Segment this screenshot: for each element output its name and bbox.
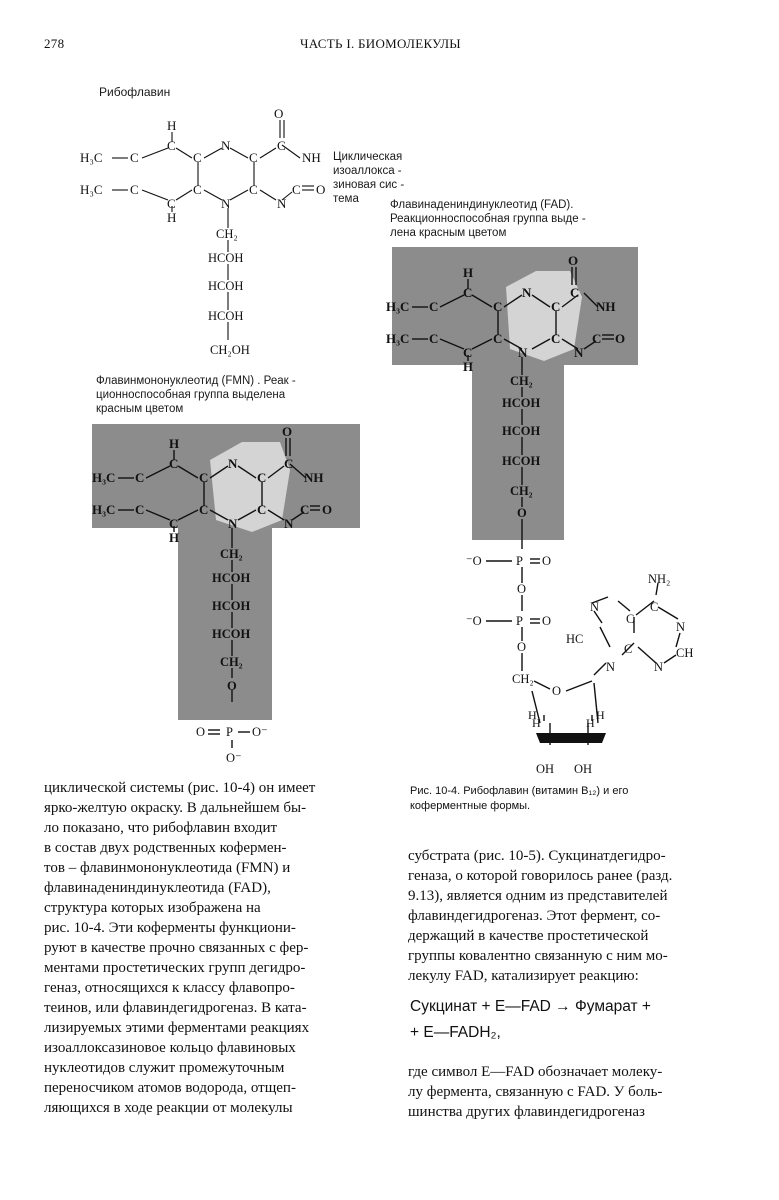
- chem-group: HC: [566, 632, 584, 646]
- chem-atom: C: [167, 138, 176, 153]
- chem-atom: C: [130, 150, 139, 165]
- chem-group: H₃C: [386, 331, 410, 346]
- chem-atom: O: [517, 582, 527, 596]
- chem-atom: O: [316, 182, 326, 197]
- chem-atom: H: [532, 716, 541, 730]
- chem-atom: C: [650, 600, 659, 614]
- chem-atom: C: [199, 470, 209, 485]
- text-line: ло показано, что рибофлавин входит: [44, 820, 278, 836]
- fad-label: [390, 198, 586, 240]
- text-line: циклической системы (рис. 10-4) он имеет: [44, 780, 316, 796]
- chem-group: CH₂: [510, 484, 533, 498]
- chem-atom: P: [516, 554, 523, 568]
- chem-atom: C: [570, 285, 580, 300]
- fmn-label: [96, 374, 296, 416]
- equation-line: + E—FADH₂,: [410, 1024, 501, 1041]
- chem-atom: P: [226, 725, 233, 739]
- text-line: флавиндегидрогеназ. Этот фермент, со-: [408, 908, 661, 924]
- equation-line: Сукцинат + E—FAD → Фумарат +: [410, 998, 651, 1015]
- chem-atom: O: [517, 506, 527, 520]
- chem-atom: C: [551, 299, 561, 314]
- chem-atom: N: [590, 600, 600, 614]
- chem-atom: C: [463, 285, 473, 300]
- chem-group: H₃C: [386, 299, 410, 314]
- chem-atom: C: [257, 470, 267, 485]
- chem-atom: N: [518, 345, 528, 360]
- chem-atom: N: [221, 196, 231, 211]
- chem-atom: C: [463, 345, 473, 360]
- text-line: нуклеотидов служит промежуточным: [44, 1060, 285, 1076]
- chem-atom: N: [676, 620, 686, 634]
- chem-atom: N: [228, 456, 238, 471]
- chem-group: H₃C: [92, 470, 116, 485]
- chem-atom: C: [249, 182, 258, 197]
- ring-label-line: изоаллокса -: [333, 165, 402, 177]
- chem-atom: C: [429, 331, 439, 346]
- chem-atom: H: [463, 265, 474, 280]
- text-line: лу фермента, связанную с FAD. У боль-: [408, 1084, 663, 1100]
- ring-label-line: тема: [333, 193, 359, 205]
- chem-atom: O: [227, 679, 237, 693]
- chem-atom: C: [626, 612, 635, 626]
- text-line: структура которых изображена на: [44, 900, 261, 916]
- chem-atom: N: [277, 196, 287, 211]
- chem-atom: C: [135, 470, 145, 485]
- chem-atom: O: [542, 554, 552, 568]
- chem-atom: C: [130, 182, 139, 197]
- text-line: где символ E—FAD обозначает молеку-: [408, 1064, 663, 1080]
- caption-line: коферментные формы.: [410, 800, 531, 812]
- chem-atom: N: [574, 345, 584, 360]
- chem-atom: C: [300, 502, 310, 517]
- chem-atom: C: [169, 516, 179, 531]
- chem-group: H₃C: [80, 150, 103, 165]
- chem-group: CH₂: [220, 547, 243, 561]
- ring-label-line: зиновая сис -: [333, 179, 405, 191]
- text-line: держащий в качестве простетической: [408, 928, 649, 944]
- chem-group: HCOH: [502, 396, 541, 410]
- running-title: ЧАСТЬ I. БИОМОЛЕКУЛЫ: [300, 36, 461, 51]
- chem-ion: ⁻O: [466, 554, 482, 568]
- fmn-structure: [92, 420, 360, 770]
- chem-atom: N: [606, 660, 616, 674]
- chem-group: NH: [302, 150, 321, 165]
- chem-atom: N: [221, 138, 231, 153]
- chem-atom: C: [429, 299, 439, 314]
- text-line: тов – флавинмононуклеотида (FMN) и: [44, 860, 291, 876]
- chem-group: HCOH: [208, 251, 244, 265]
- chem-atom: N: [654, 660, 664, 674]
- fmn-label-line: красным цветом: [96, 403, 184, 415]
- chem-atom: C: [624, 642, 633, 656]
- text-line: шинства других флавиндегидрогеназ: [408, 1104, 645, 1120]
- chem-group: NH₂: [648, 572, 671, 586]
- chem-group: HCOH: [208, 279, 244, 293]
- fmn-label-line: Флавинмононуклеотид (FMN) . Реак -: [96, 375, 296, 387]
- chem-atom: H: [463, 359, 474, 374]
- chem-group: H₃C: [92, 502, 116, 517]
- text-line: геназ, относящихся к классу флавопро-: [44, 980, 295, 996]
- chem-group: HCOH: [212, 599, 251, 613]
- fmn-label-line: ционноспособная группа выделена: [96, 389, 286, 401]
- chem-ion: O⁻: [226, 751, 242, 765]
- fad-label-line: Реакционноспособная группа выде -: [390, 213, 586, 225]
- chem-atom: C: [199, 502, 209, 517]
- chem-atom: C: [592, 331, 602, 346]
- chem-atom: N: [522, 285, 532, 300]
- chem-atom: C: [193, 150, 202, 165]
- text-line: руют в качестве прочно связанных с фер-: [44, 940, 309, 956]
- text-line: ляющихся в ходе реакции от молекулы: [44, 1100, 293, 1116]
- chem-group: OH: [574, 762, 593, 776]
- chem-group: NH: [596, 299, 616, 314]
- chem-atom: N: [284, 516, 294, 531]
- chem-atom: O: [282, 424, 293, 439]
- right-text-column-bottom: [408, 1062, 742, 1122]
- chem-atom: C: [292, 182, 301, 197]
- chem-group: CH₂: [512, 672, 534, 686]
- chem-group: OH: [536, 762, 555, 776]
- fad-structure: [386, 245, 726, 790]
- chem-atom: H: [167, 118, 177, 133]
- chem-atom: N: [228, 516, 238, 531]
- chem-atom: H: [169, 436, 180, 451]
- chem-group: CH₂: [216, 227, 238, 241]
- chem-atom: O: [568, 253, 579, 268]
- chem-atom: P: [516, 614, 523, 628]
- chem-atom: C: [493, 299, 503, 314]
- chem-ion: ⁻O: [466, 614, 482, 628]
- right-text-column: [408, 846, 742, 986]
- chem-group: H₃C: [80, 182, 103, 197]
- text-line: группы ковалентно связанную с ним мо-: [408, 948, 668, 964]
- chem-atom: O: [552, 684, 562, 698]
- chem-atom: C: [257, 502, 267, 517]
- left-text-column: [44, 778, 384, 1118]
- chem-group: CH₂: [220, 655, 243, 669]
- caption-line: Рис. 10-4. Рибофлавин (витамин B₁₂) и его: [410, 785, 629, 797]
- chem-atom: C: [167, 196, 176, 211]
- text-line: ярко-желтую окраску. В дальнейшем бы-: [44, 800, 307, 816]
- text-line: переносчиком атомов водорода, отщеп-: [44, 1080, 296, 1096]
- figure-caption: [410, 784, 628, 814]
- chem-ion: O⁻: [252, 725, 268, 739]
- chem-group: HCOH: [212, 571, 251, 585]
- ribose-bold-edge: [536, 733, 606, 743]
- fad-label-line: лена красным цветом: [390, 227, 507, 239]
- chem-atom: O: [196, 725, 206, 739]
- chem-group: HCOH: [212, 627, 251, 641]
- text-line: субстрата (рис. 10-5). Сукцинатдегидро-: [408, 848, 666, 864]
- reaction-equation: [410, 998, 750, 1042]
- chem-atom: H: [586, 716, 595, 730]
- chem-atom: C: [493, 331, 503, 346]
- chem-atom: C: [169, 456, 179, 471]
- text-line: теинов, или флавиндегидрогеназ. В ката-: [44, 1000, 307, 1016]
- chem-group: HCOH: [502, 424, 541, 438]
- chem-atom: C: [284, 456, 294, 471]
- text-line: рис. 10-4. Эти коферменты функциони-: [44, 920, 296, 936]
- chem-atom: O: [274, 106, 284, 121]
- text-line: геназа, о которой говорилось ранее (разд.: [408, 868, 673, 884]
- fad-label-line: Флавинадениндинуклеотид (FAD).: [390, 199, 574, 211]
- text-line: лекулу FAD, катализирует реакцию:: [408, 968, 639, 984]
- text-line: флавинадениндинуклеотида (FAD),: [44, 880, 271, 896]
- chem-group: HCOH: [502, 454, 541, 468]
- chem-atom: O: [615, 331, 626, 346]
- chem-group: HCOH: [208, 309, 244, 323]
- chem-group: CH₂: [510, 374, 533, 388]
- text-line: 9.13), является одним из представителей: [408, 888, 668, 904]
- chem-atom: C: [135, 502, 145, 517]
- chem-group: NH: [304, 470, 324, 485]
- chem-atom: H: [169, 530, 180, 545]
- chem-atom: C: [249, 150, 258, 165]
- chem-atom: C: [193, 182, 202, 197]
- chem-atom: C: [277, 138, 286, 153]
- chem-atom: H: [596, 708, 605, 722]
- chem-group: CH: [676, 646, 694, 660]
- chem-atom: H: [167, 210, 177, 225]
- chem-atom: O: [542, 614, 552, 628]
- chem-group: CH₂OH: [210, 343, 250, 357]
- page-number: 278: [44, 36, 65, 51]
- riboflavin-structure: [80, 100, 340, 365]
- text-line: в состав двух родственных кофермен-: [44, 840, 287, 856]
- chem-atom: O: [517, 640, 527, 654]
- text-line: изоаллоксазиновое кольцо флавиновых: [44, 1040, 296, 1056]
- riboflavin-title: Рибофлавин: [99, 85, 171, 99]
- text-line: ментами простетических групп дегидро-: [44, 960, 306, 976]
- chem-atom: H: [528, 708, 537, 722]
- chem-atom: O: [322, 502, 333, 517]
- text-line: лизируемых этими ферментами реакциях: [44, 1020, 310, 1036]
- fmn-reactive-highlight: [210, 442, 290, 532]
- ring-label-line: Циклическая: [333, 151, 403, 163]
- chem-atom: C: [551, 331, 561, 346]
